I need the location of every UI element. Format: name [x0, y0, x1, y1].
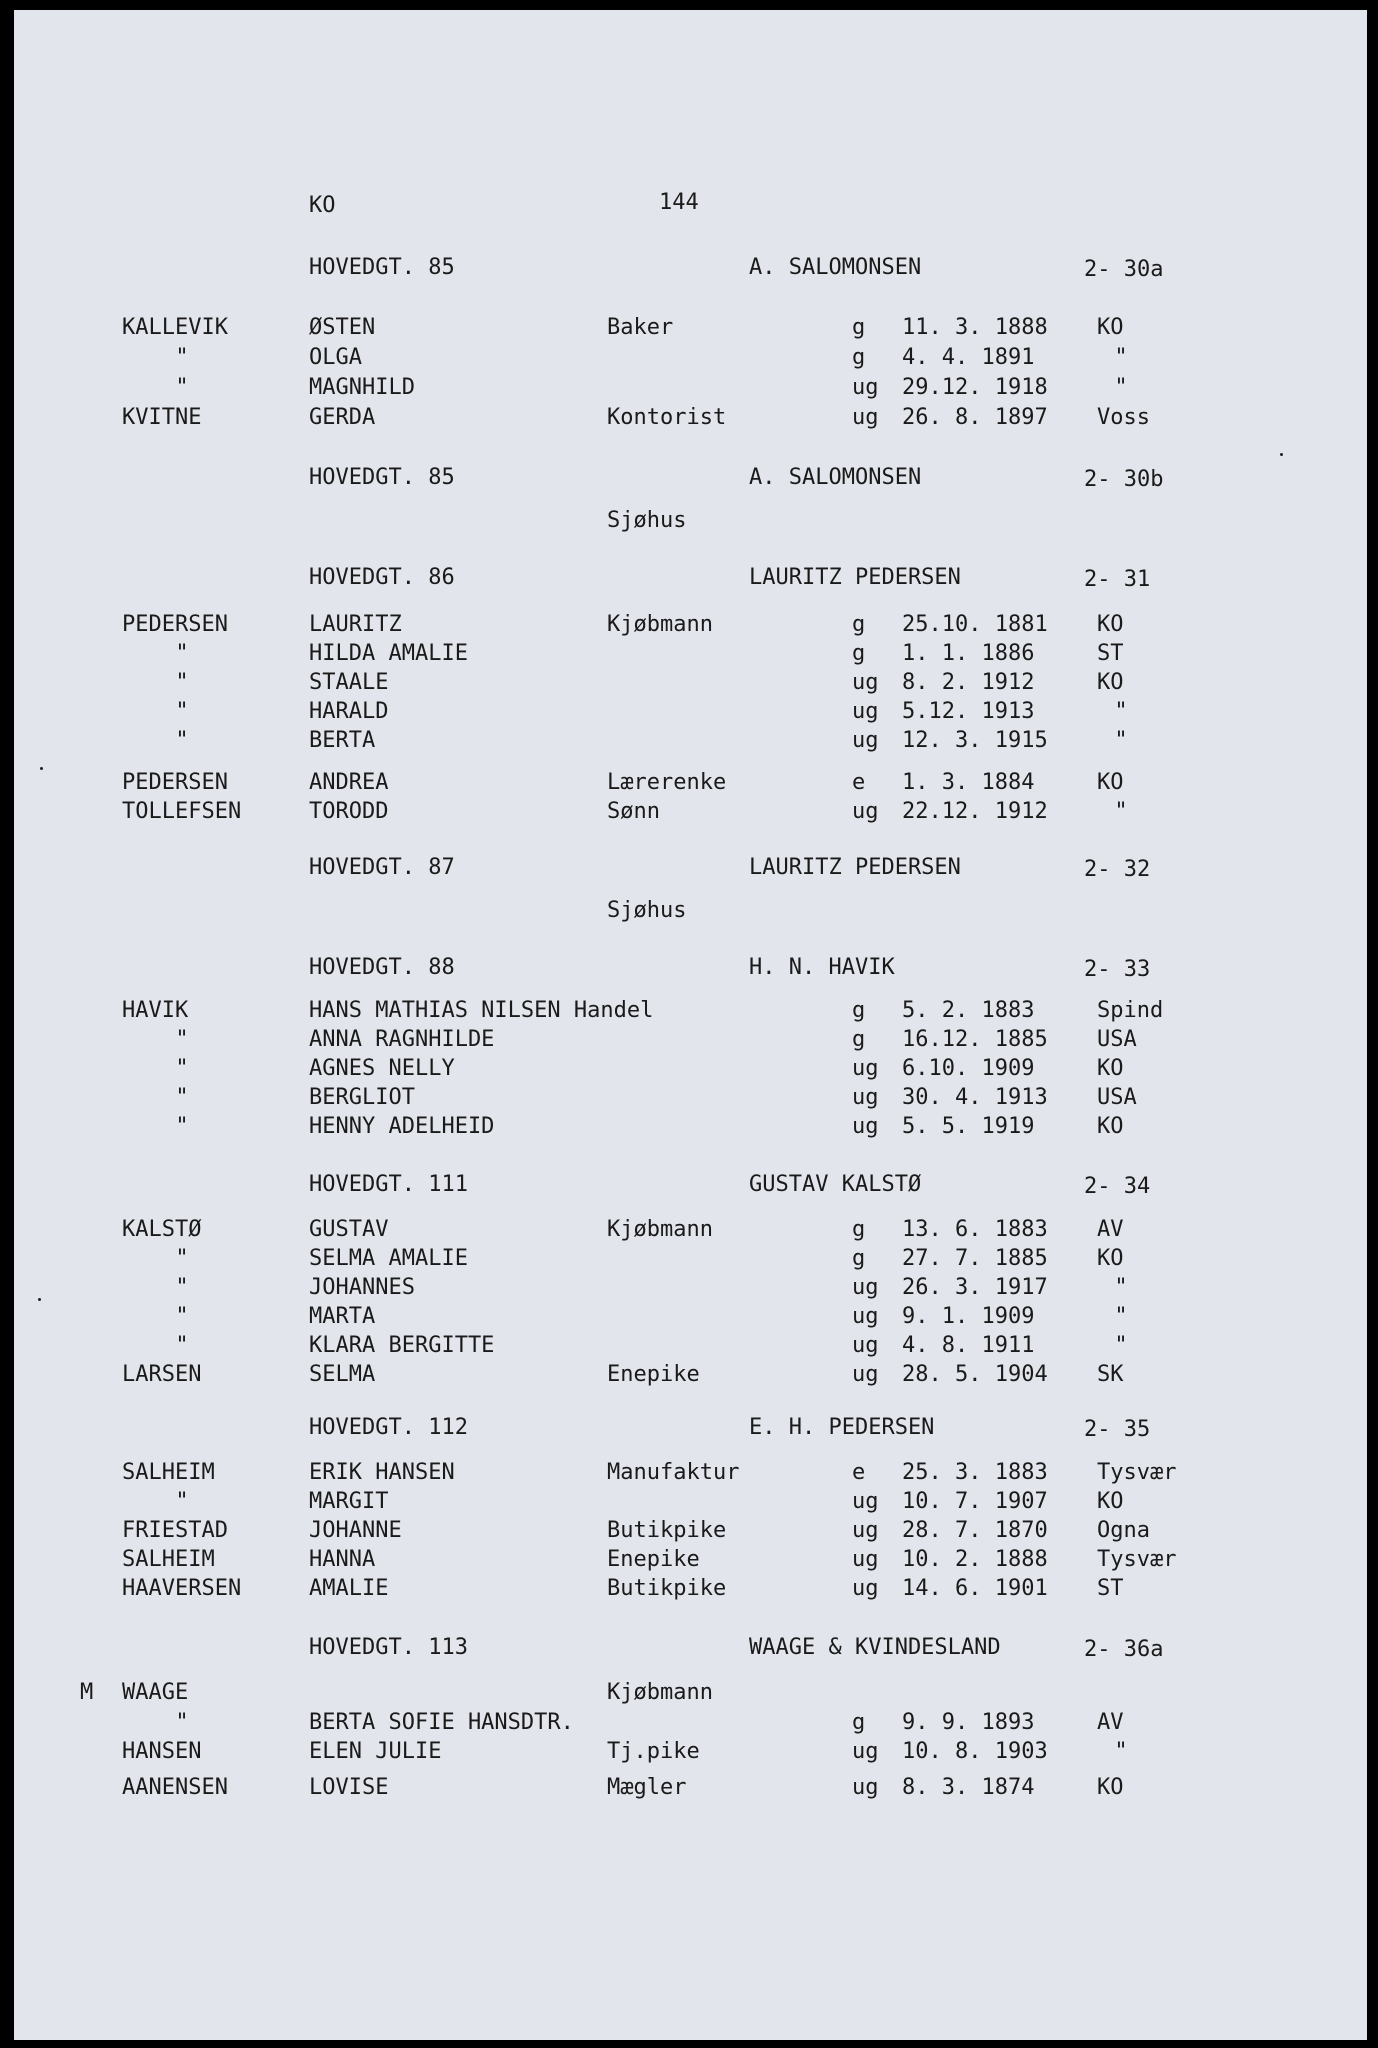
ditto-mark: ": [175, 1710, 189, 1735]
section-ref: 2- 32: [1084, 857, 1151, 882]
ditto-mark: ": [175, 375, 189, 400]
civil-status: ug: [852, 1739, 879, 1764]
surname: SALHEIM: [122, 1547, 215, 1572]
section-owner: GUSTAV KALSTØ: [749, 1172, 922, 1197]
section-owner: LAURITZ PEDERSEN: [749, 855, 961, 880]
section-ref: 2- 33: [1084, 957, 1151, 982]
civil-status: ug: [852, 375, 879, 400]
birth-date: 9. 1. 1909: [902, 1304, 1035, 1329]
birth-place: KO: [1097, 1056, 1124, 1081]
given-name: JOHANNE: [309, 1518, 402, 1543]
occupation: Tj.pike: [607, 1739, 700, 1764]
surname: SALHEIM: [122, 1460, 215, 1485]
birth-place: Tysvær: [1097, 1460, 1177, 1485]
given-name: ANDREA: [309, 770, 389, 795]
birth-date: 5. 2. 1883: [902, 998, 1035, 1023]
section-owner: E. H. PEDERSEN: [749, 1415, 935, 1440]
civil-status: ug: [852, 699, 879, 724]
ditto-mark: ": [175, 699, 189, 724]
given-name: JOHANNES: [309, 1275, 415, 1300]
given-name: SELMA AMALIE: [309, 1246, 468, 1271]
given-name: ERIK HANSEN: [309, 1460, 455, 1485]
ditto-mark: ": [175, 1114, 189, 1139]
speck: [38, 1298, 41, 1301]
occupation: Kjøbmann: [607, 612, 713, 637]
birth-date: 8. 3. 1874: [902, 1775, 1035, 1800]
ditto-mark: ": [175, 1056, 189, 1081]
section-address: HOVEDGT. 112: [309, 1415, 468, 1440]
given-name: GUSTAV: [309, 1217, 389, 1242]
birth-place: KO: [1097, 670, 1124, 695]
surname: KALSTØ: [122, 1217, 202, 1242]
occupation: Kjøbmann: [607, 1217, 713, 1242]
birth-date: 4. 8. 1911: [902, 1333, 1035, 1358]
given-name: HANS MATHIAS NILSEN Handel: [309, 998, 654, 1023]
surname: FRIESTAD: [122, 1518, 228, 1543]
ditto-mark: ": [1114, 1333, 1128, 1358]
given-name: OLGA: [309, 345, 362, 370]
given-name: BERGLIOT: [309, 1085, 415, 1110]
section-address: HOVEDGT. 85: [309, 465, 455, 490]
birth-date: 10. 2. 1888: [902, 1547, 1048, 1572]
civil-status: ug: [852, 799, 879, 824]
ditto-mark: ": [175, 1027, 189, 1052]
ditto-mark: ": [175, 1275, 189, 1300]
birth-date: 4. 4. 1891: [902, 345, 1035, 370]
civil-status: ug: [852, 728, 879, 753]
row-prefix: M: [80, 1680, 94, 1705]
birth-place: Tysvær: [1097, 1547, 1177, 1572]
given-name: HILDA AMALIE: [309, 641, 468, 666]
ditto-mark: ": [1114, 699, 1128, 724]
given-name: AMALIE: [309, 1576, 389, 1601]
birth-date: 28. 5. 1904: [902, 1362, 1048, 1387]
surname: LARSEN: [122, 1362, 202, 1387]
section-ref: 2- 34: [1084, 1174, 1151, 1199]
ditto-mark: ": [175, 1333, 189, 1358]
surname: KVITNE: [122, 405, 202, 430]
birth-date: 28. 7. 1870: [902, 1518, 1048, 1543]
given-name: LOVISE: [309, 1775, 389, 1800]
birth-place: KO: [1097, 612, 1124, 637]
given-name: AGNES NELLY: [309, 1056, 455, 1081]
birth-date: 10. 7. 1907: [902, 1489, 1048, 1514]
given-name: KLARA BERGITTE: [309, 1333, 495, 1358]
civil-status: ug: [852, 1576, 879, 1601]
section-ref: 2- 35: [1084, 1417, 1151, 1442]
ditto-mark: ": [175, 670, 189, 695]
given-name: LAURITZ: [309, 612, 402, 637]
ditto-mark: ": [175, 1085, 189, 1110]
given-name: HANNA: [309, 1547, 376, 1572]
occupation: Enepike: [607, 1547, 700, 1572]
birth-place: SK: [1097, 1362, 1124, 1387]
birth-place: KO: [1097, 770, 1124, 795]
section-address: HOVEDGT. 87: [309, 855, 455, 880]
ditto-mark: ": [1114, 375, 1128, 400]
ditto-mark: ": [175, 345, 189, 370]
surname: HAAVERSEN: [122, 1576, 242, 1601]
birth-place: Voss: [1097, 405, 1150, 430]
given-name: MAGNHILD: [309, 375, 415, 400]
civil-status: g: [852, 1246, 866, 1271]
birth-date: 5.12. 1913: [902, 699, 1035, 724]
occupation: Butikpike: [607, 1576, 727, 1601]
section-ref: 2- 31: [1084, 567, 1151, 592]
section-owner: WAAGE & KVINDESLAND: [749, 1635, 1001, 1660]
section-address: HOVEDGT. 113: [309, 1635, 468, 1660]
civil-status: ug: [852, 1518, 879, 1543]
birth-date: 1. 3. 1884: [902, 770, 1035, 795]
given-name: ØSTEN: [309, 315, 376, 340]
section-note: Sjøhus: [607, 898, 687, 923]
civil-status: g: [852, 1027, 866, 1052]
section-owner: A. SALOMONSEN: [749, 255, 922, 280]
given-name: TORODD: [309, 799, 389, 824]
civil-status: ug: [852, 1333, 879, 1358]
surname: PEDERSEN: [122, 612, 228, 637]
page-code: KO: [309, 193, 336, 218]
birth-place: KO: [1097, 1775, 1124, 1800]
ditto-mark: ": [1114, 1275, 1128, 1300]
given-name: BERTA SOFIE HANSDTR.: [309, 1710, 574, 1735]
ditto-mark: ": [1114, 799, 1128, 824]
birth-date: 11. 3. 1888: [902, 315, 1048, 340]
civil-status: ug: [852, 1304, 879, 1329]
section-ref: 2- 30b: [1084, 467, 1164, 492]
ditto-mark: ": [1114, 1304, 1128, 1329]
surname: TOLLEFSEN: [122, 799, 242, 824]
section-address: HOVEDGT. 88: [309, 955, 455, 980]
birth-place: ST: [1097, 641, 1124, 666]
birth-date: 30. 4. 1913: [902, 1085, 1048, 1110]
birth-date: 26. 3. 1917: [902, 1275, 1048, 1300]
birth-date: 12. 3. 1915: [902, 728, 1048, 753]
given-name: GERDA: [309, 405, 376, 430]
birth-place: ST: [1097, 1576, 1124, 1601]
given-name: SELMA: [309, 1362, 376, 1387]
birth-place: KO: [1097, 1246, 1124, 1271]
birth-date: 8. 2. 1912: [902, 670, 1035, 695]
birth-date: 29.12. 1918: [902, 375, 1048, 400]
birth-date: 13. 6. 1883: [902, 1217, 1048, 1242]
section-owner: H. N. HAVIK: [749, 955, 895, 980]
surname: HAVIK: [122, 998, 189, 1023]
given-name: HARALD: [309, 699, 389, 724]
ditto-mark: ": [175, 641, 189, 666]
ditto-mark: ": [175, 1489, 189, 1514]
ditto-mark: ": [175, 1246, 189, 1271]
occupation: Baker: [607, 315, 674, 340]
ditto-mark: ": [1114, 1739, 1128, 1764]
speck: [1280, 453, 1283, 456]
birth-date: 25. 3. 1883: [902, 1460, 1048, 1485]
register-page: [14, 10, 1367, 2040]
occupation: Kjøbmann: [607, 1680, 713, 1705]
section-ref: 2- 36a: [1084, 1637, 1164, 1662]
ditto-mark: ": [175, 728, 189, 753]
civil-status: ug: [852, 405, 879, 430]
civil-status: ug: [852, 1056, 879, 1081]
civil-status: ug: [852, 1547, 879, 1572]
civil-status: ug: [852, 1114, 879, 1139]
civil-status: g: [852, 315, 866, 340]
birth-place: AV: [1097, 1710, 1124, 1735]
occupation: Mægler: [607, 1775, 687, 1800]
occupation: Sønn: [607, 799, 660, 824]
birth-place: USA: [1097, 1027, 1137, 1052]
surname: PEDERSEN: [122, 770, 228, 795]
given-name: ANNA RAGNHILDE: [309, 1027, 495, 1052]
given-name: BERTA: [309, 728, 376, 753]
birth-date: 25.10. 1881: [902, 612, 1048, 637]
birth-place: KO: [1097, 315, 1124, 340]
civil-status: ug: [852, 1362, 879, 1387]
ditto-mark: ": [1114, 728, 1128, 753]
birth-date: 27. 7. 1885: [902, 1246, 1048, 1271]
civil-status: g: [852, 641, 866, 666]
civil-status: ug: [852, 1275, 879, 1300]
civil-status: g: [852, 1710, 866, 1735]
surname: KALLEVIK: [122, 315, 228, 340]
occupation: Lærerenke: [607, 770, 727, 795]
occupation: Kontorist: [607, 405, 727, 430]
birth-place: Ogna: [1097, 1518, 1150, 1543]
birth-place: AV: [1097, 1217, 1124, 1242]
civil-status: ug: [852, 670, 879, 695]
birth-date: 9. 9. 1893: [902, 1710, 1035, 1735]
birth-place: Spind: [1097, 998, 1164, 1023]
civil-status: g: [852, 345, 866, 370]
birth-date: 14. 6. 1901: [902, 1576, 1048, 1601]
occupation: Manufaktur: [607, 1460, 740, 1485]
birth-date: 26. 8. 1897: [902, 405, 1048, 430]
given-name: MARGIT: [309, 1489, 389, 1514]
section-owner: A. SALOMONSEN: [749, 465, 922, 490]
given-name: ELEN JULIE: [309, 1739, 442, 1764]
section-address: HOVEDGT. 111: [309, 1172, 468, 1197]
birth-date: 5. 5. 1919: [902, 1114, 1035, 1139]
occupation: Butikpike: [607, 1518, 727, 1543]
civil-status: e: [852, 770, 866, 795]
section-note: Sjøhus: [607, 508, 687, 533]
speck: [40, 767, 43, 770]
civil-status: ug: [852, 1775, 879, 1800]
ditto-mark: ": [175, 1304, 189, 1329]
given-name: HENNY ADELHEID: [309, 1114, 495, 1139]
ditto-mark: ": [1114, 345, 1128, 370]
birth-date: 16.12. 1885: [902, 1027, 1048, 1052]
section-owner: LAURITZ PEDERSEN: [749, 565, 961, 590]
birth-place: USA: [1097, 1085, 1137, 1110]
section-ref: 2- 30a: [1084, 257, 1164, 282]
civil-status: e: [852, 1460, 866, 1485]
civil-status: g: [852, 612, 866, 637]
occupation: Enepike: [607, 1362, 700, 1387]
civil-status: g: [852, 998, 866, 1023]
birth-date: 6.10. 1909: [902, 1056, 1035, 1081]
surname: WAAGE: [122, 1680, 189, 1705]
civil-status: ug: [852, 1489, 879, 1514]
civil-status: ug: [852, 1085, 879, 1110]
birth-place: KO: [1097, 1114, 1124, 1139]
birth-date: 1. 1. 1886: [902, 641, 1035, 666]
surname: AANENSEN: [122, 1775, 228, 1800]
birth-date: 22.12. 1912: [902, 799, 1048, 824]
given-name: MARTA: [309, 1304, 376, 1329]
section-address: HOVEDGT. 85: [309, 255, 455, 280]
civil-status: g: [852, 1217, 866, 1242]
page-number: 144: [659, 190, 699, 215]
birth-date: 10. 8. 1903: [902, 1739, 1048, 1764]
section-address: HOVEDGT. 86: [309, 565, 455, 590]
surname: HANSEN: [122, 1739, 202, 1764]
birth-place: KO: [1097, 1489, 1124, 1514]
given-name: STAALE: [309, 670, 389, 695]
